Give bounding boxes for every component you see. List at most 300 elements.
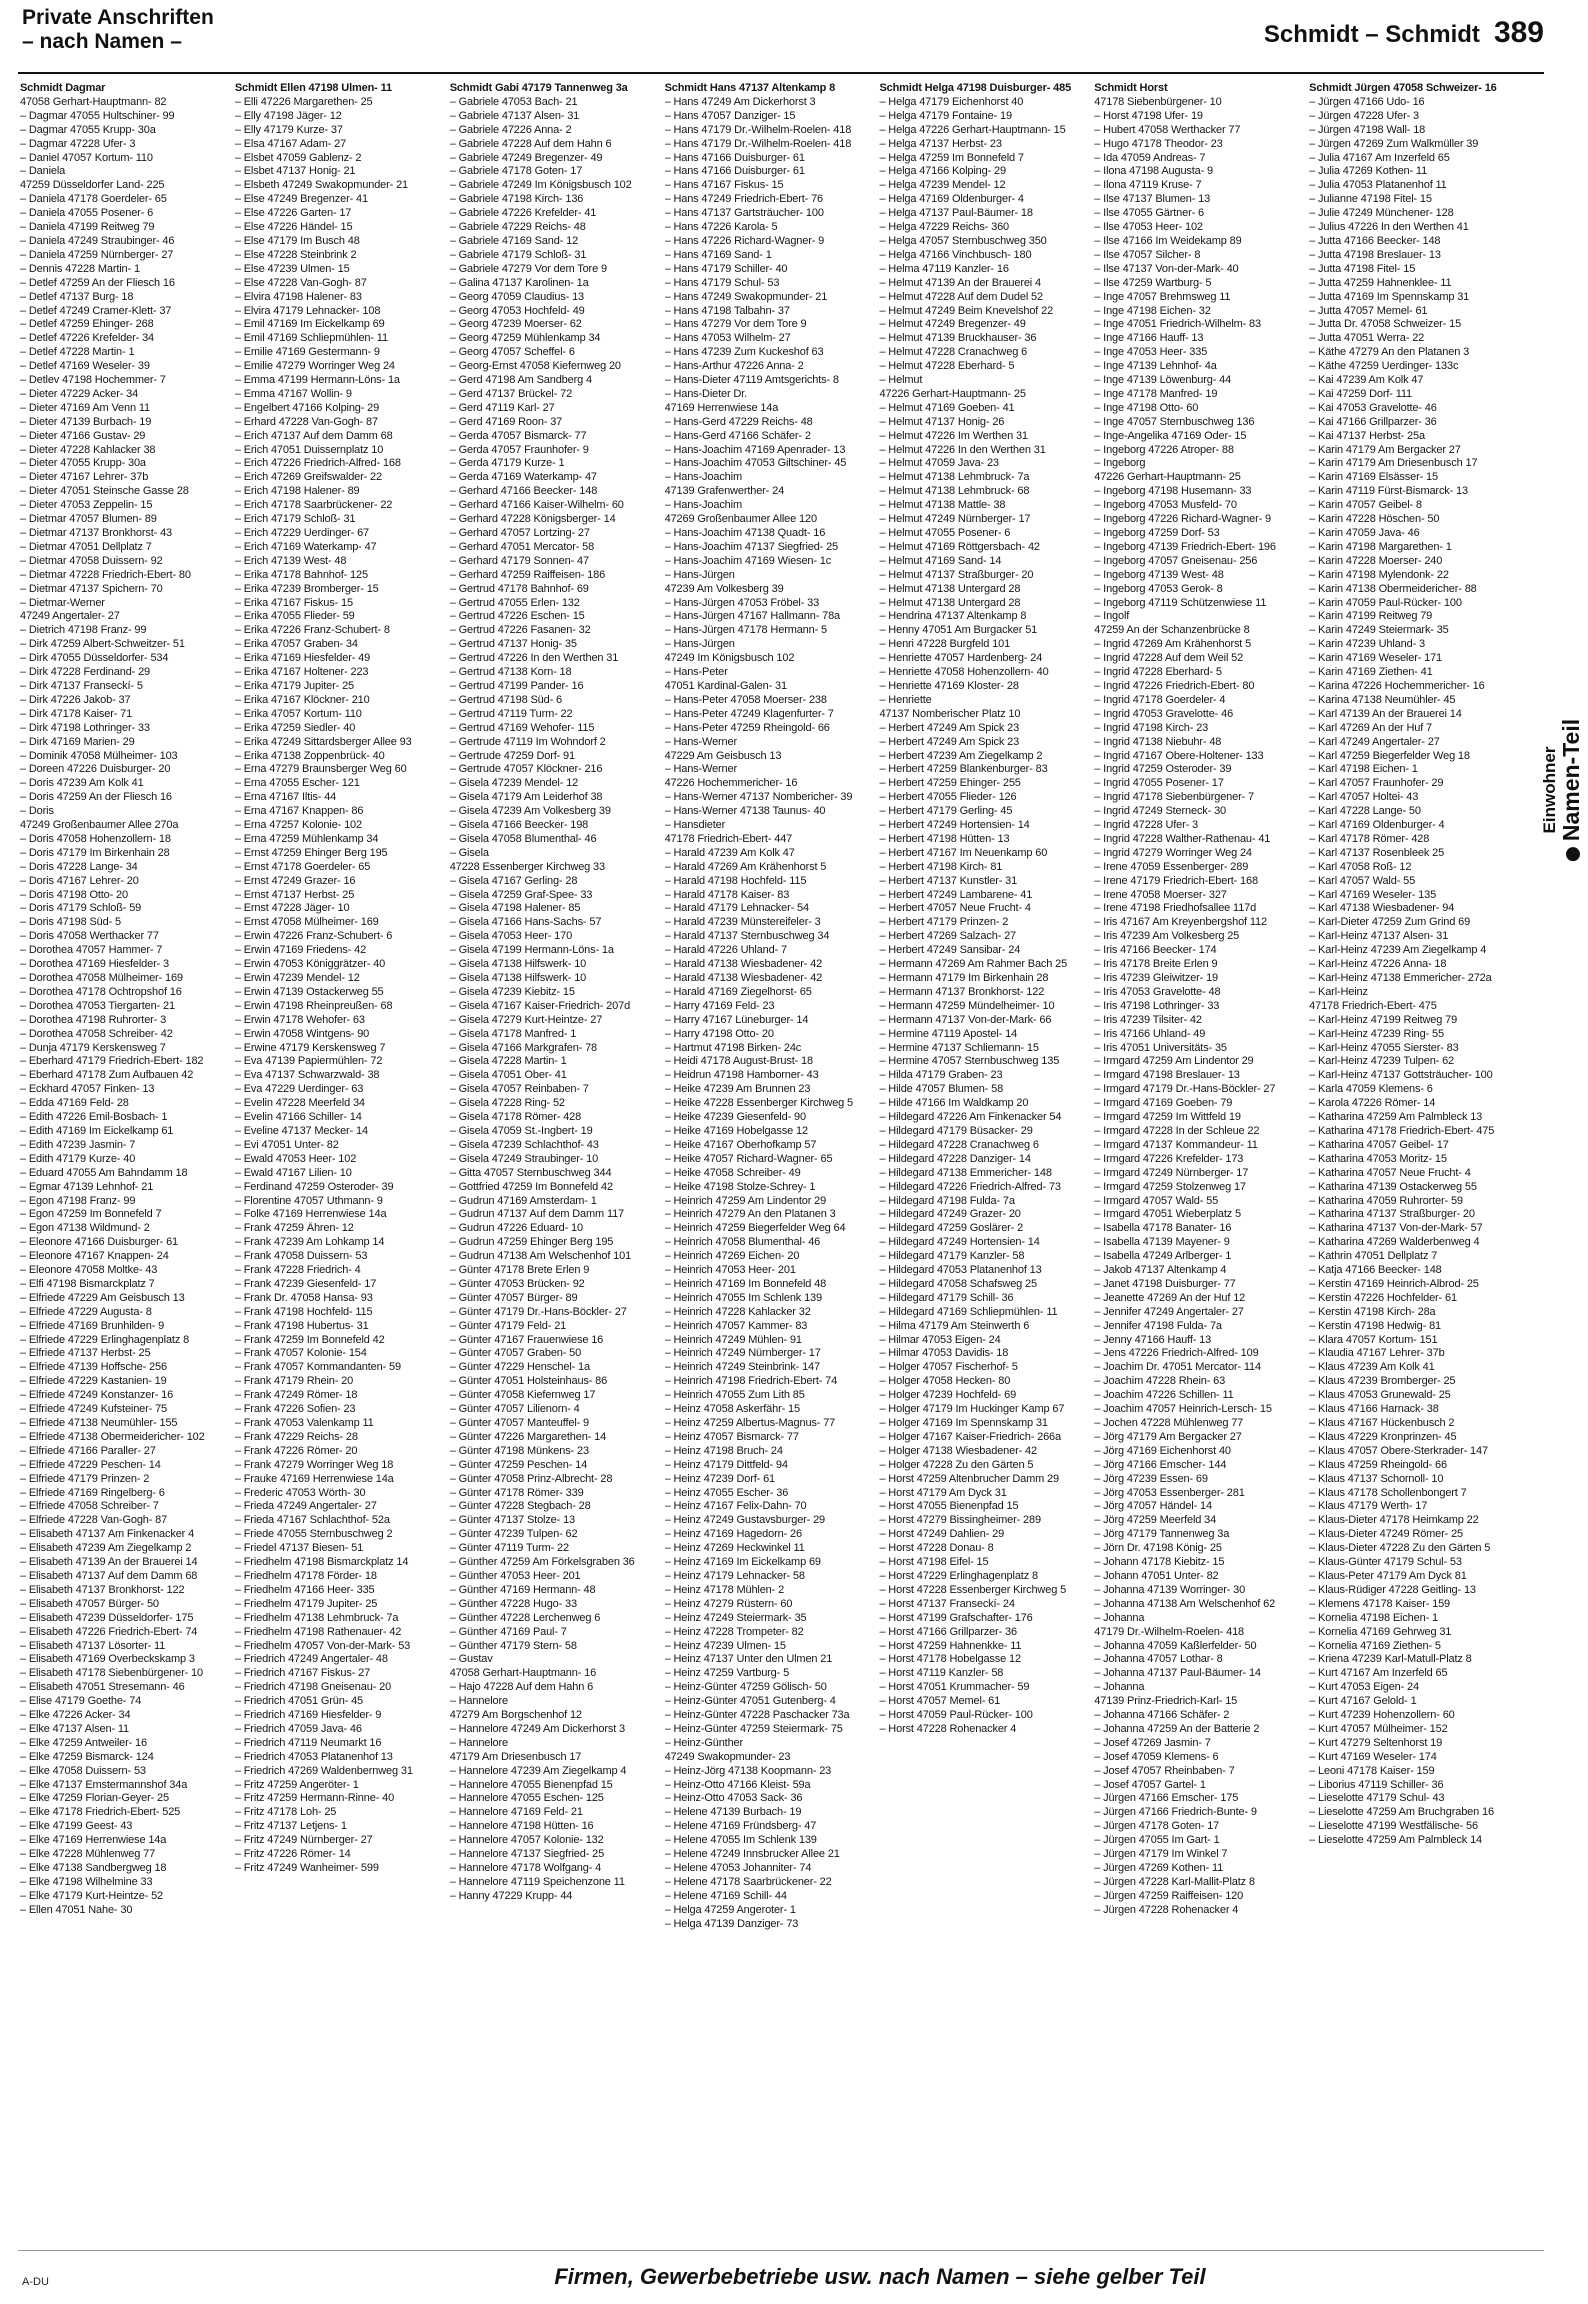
directory-entry: – Jutta 47198 Fitel- 15 [1309, 262, 1416, 275]
directory-entry: – Jörg 47259 Meerfeld 34 [1094, 1514, 1217, 1527]
directory-entry: – Hans 47179 Schiller- 40 [664, 262, 788, 275]
directory-entry: – Gerda 47169 Waterkamp- 47 [449, 471, 597, 484]
directory-entry: – Gabriele 47249 Bregenzer- 49 [449, 151, 603, 164]
directory-entry: – Erika 47226 Franz-Schubert- 8 [234, 624, 390, 637]
directory-entry: – Heinz-Günter 47259 Steiermark- 75 [664, 1722, 843, 1735]
directory-entry: – Emil 47169 Im Eickelkamp 69 [234, 318, 385, 331]
directory-entry: – Gerd 47169 Roon- 37 [449, 415, 563, 428]
directory-entry: – Gisela 47138 Hilfswerk- 10 [449, 972, 587, 984]
directory-entry: – Heinrich 47249 Mühlen- 91 [664, 1333, 802, 1346]
directory-entry: – Karin 47228 Moerser- 240 [1309, 554, 1443, 567]
directory-entry: – Emma 47199 Hermann-Löns- 1a [234, 374, 400, 387]
directory-entry: – Friedrich 47059 Java- 46 [234, 1722, 362, 1735]
directory-entry: – Klaus 47166 Harnack- 38 [1309, 1403, 1439, 1416]
directory-entry: – Emil 47169 Schliepmühlen- 11 [234, 332, 388, 345]
directory-entry: – Heinrich 47055 Zum Lith 85 [664, 1389, 805, 1402]
directory-entry: – Hans-Joachim [664, 499, 742, 512]
directory-entry: – Karl 47259 Biegerfelder Weg 18 [1309, 749, 1470, 762]
directory-entry: – Heinz 47239 Ulmen- 15 [664, 1639, 786, 1652]
directory-entry: – Inge 47198 Otto- 60 [1094, 401, 1199, 414]
directory-entry: – Günther 47228 Lerchenweg 6 [449, 1611, 601, 1624]
directory-entry: – Herbert 47259 Blankenburger- 83 [879, 763, 1048, 776]
directory-entry: – Kurt 47167 Gelold- 1 [1309, 1695, 1417, 1708]
directory-entry: – Klaus-Dieter 47228 Zu den Gärten 5 [1309, 1542, 1491, 1555]
directory-entry: – Dieter 47229 Acker- 34 [20, 387, 139, 400]
directory-entry: – Gisela 47179 Am Leiderhof 38 [449, 791, 603, 804]
directory-entry: – Karl 47178 Römer- 428 [1309, 832, 1430, 845]
directory-entry: – Gerd 47198 Am Sandberg 4 [449, 374, 592, 387]
directory-entry: – Helene 47178 Saarbrückener- 22 [664, 1875, 832, 1888]
directory-entry: – Joachim 47228 Rhein- 63 [1094, 1375, 1226, 1388]
directory-entry: – Karin 47138 Obermeidericher- 88 [1309, 582, 1477, 595]
directory-entry: – Hannelore [449, 1695, 508, 1708]
directory-entry: – Frieda 47167 Schlachthof- 52a [234, 1514, 390, 1527]
directory-entry: – Karl 47057 Wald- 55 [1309, 874, 1416, 887]
section-title [22, 6, 214, 54]
directory-entry: – Horst 47198 Eifel- 15 [879, 1556, 989, 1569]
directory-entry: – Erika 47167 Klöckner- 210 [234, 693, 370, 706]
directory-entry: – Helmut 47137 Honig- 26 [879, 415, 1005, 428]
directory-entry: – Heinz-Otto 47166 Kleist- 59a [664, 1778, 811, 1791]
directory-entry: – Karl-Heinz 47137 Gottsträucher- 100 [1309, 1069, 1493, 1082]
directory-entry: – Erika 47249 Sittardsberger Allee 93 [234, 735, 412, 748]
directory-entry: – Elfriede 47138 Neumühler- 155 [20, 1417, 178, 1429]
directory-entry: – Gertrude 47057 Klöckner- 216 [449, 763, 603, 776]
directory-entry: – Dirk 47198 Lothringer- 33 [20, 721, 150, 734]
directory-entry: – Lieselotte 47199 Westfälische- 56 [1309, 1820, 1478, 1833]
directory-entry: – Hannelore 47178 Wolfgang- 4 [449, 1862, 602, 1874]
directory-entry: – Detlef 47228 Martin- 1 [20, 346, 135, 359]
directory-entry: – Dieter 47228 Kahlacker 38 [20, 443, 156, 456]
directory-entry: – Gertrud 47198 Süd- 6 [449, 693, 562, 706]
directory-entry: – Elvira 47179 Lehnacker- 108 [234, 304, 381, 317]
directory-entry: – Inge 47057 Sternbuschweg 136 [1094, 415, 1255, 428]
directory-entry: – Inge 47139 Lehnhof- 4a [1094, 360, 1217, 373]
directory-entry: – Jürgen 47228 Rohenacker 4 [1094, 1903, 1239, 1916]
directory-entry: – Hildegard 47249 Hortensien- 14 [879, 1236, 1040, 1249]
directory-column-4 [665, 82, 876, 2242]
directory-entry: – Gisela 47239 Schlachthof- 43 [449, 1138, 599, 1151]
directory-entry: – Gabriele 47178 Goten- 17 [449, 165, 583, 178]
directory-entry: 47178 Friedrich-Ebert- 475 [1309, 999, 1437, 1012]
directory-entry: – Elke 47179 Kurt-Heintze- 52 [20, 1889, 164, 1902]
directory-entry: – Gisela 47199 Hermann-Löns- 1a [449, 944, 614, 957]
directory-entry: – Horst 47228 Rohenacker 4 [879, 1722, 1017, 1735]
directory-entry: – Else 47179 Im Busch 48 [234, 234, 360, 247]
directory-entry: – Gertrud 47199 Pander- 16 [449, 679, 584, 692]
directory-entry: 47228 Essenberger Kirchweg 33 [449, 860, 605, 873]
directory-entry: – Günther 47179 Stern- 58 [449, 1639, 577, 1652]
directory-entry: – Hildegard 47226 Friedrich-Alfred- 73 [879, 1180, 1061, 1193]
directory-entry: – Doris 47259 An der Fliesch 16 [20, 791, 172, 804]
directory-entry: – Jens 47226 Friedrich-Alfred- 109 [1094, 1347, 1259, 1360]
directory-entry: – Isabella 47139 Mayener- 9 [1094, 1236, 1230, 1249]
directory-entry: – Gitta 47057 Sternbuschweg 344 [449, 1166, 612, 1179]
directory-entry: – Hildegard 47249 Grazer- 20 [879, 1208, 1021, 1221]
directory-entry: – Frank 47057 Kolonie- 154 [234, 1347, 367, 1360]
directory-entry: – Ingrid 47269 Am Krähenhorst 5 [1094, 638, 1252, 651]
directory-entry: – Herbert 47179 Gerling- 45 [879, 805, 1013, 818]
directory-entry: – Frank 47198 Hubertus- 31 [234, 1319, 369, 1332]
directory-entry: – Hermine 47137 Schliemann- 15 [879, 1041, 1039, 1054]
directory-entry: 47178 Friedrich-Ebert- 447 [664, 832, 793, 845]
directory-entry: – Heinrich 47259 Biegerfelder Weg 64 [664, 1222, 846, 1235]
directory-entry: – Hans-Peter [664, 666, 728, 679]
directory-entry: – Dorothea 47058 Mülheimer- 169 [20, 972, 183, 984]
directory-entry: – Dietmar 47137 Spichern- 70 [20, 582, 163, 595]
directory-entry: – Johanna 47166 Schäfer- 2 [1094, 1709, 1230, 1722]
directory-entry: – Herbert 47269 Salzach- 27 [879, 930, 1017, 943]
directory-entry: – Eva 47137 Schwarzwald- 38 [234, 1069, 380, 1082]
directory-entry: – Hans-Dieter Dr. [664, 387, 747, 400]
directory-entry: – Helmut 47138 Untergard 28 [879, 596, 1021, 609]
directory-entry: – Heinrich 47249 Nürnberger- 17 [664, 1347, 821, 1360]
directory-entry: – Erich 47269 Greifswalder- 22 [234, 471, 382, 484]
directory-entry: 47249 Großenbaumer Allee 270a [20, 819, 179, 832]
section-title-line1: Private Anschriften [22, 6, 214, 29]
directory-entry: – Ewald 47167 Lilien- 10 [234, 1166, 352, 1179]
directory-entry: – Hans-Joachim 47053 Giltschiner- 45 [664, 457, 847, 470]
directory-entry: – Hans-Jürgen [664, 568, 735, 581]
directory-entry: – Julianne 47198 Fitel- 15 [1309, 193, 1432, 206]
directory-entry: – Irmgard 47198 Breslauer- 13 [1094, 1069, 1240, 1082]
directory-entry: – Hilda 47179 Graben- 23 [879, 1069, 1003, 1082]
directory-entry: – Eleonore 47166 Duisburger- 61 [20, 1236, 179, 1249]
directory-entry: – Erika 47239 Bromberger- 15 [234, 582, 379, 595]
directory-entry: – Iris 47051 Universitäts- 35 [1094, 1041, 1227, 1054]
directory-entry: – Helmut 47137 Straßburger- 20 [879, 568, 1034, 581]
directory-entry: – Hans-Jürgen [664, 638, 735, 651]
directory-entry: – Horst 47178 Hobelgasse 12 [879, 1653, 1021, 1666]
directory-entry: – Elke 47199 Geest- 43 [20, 1820, 133, 1833]
directory-entry: 47139 Grafenwerther- 24 [664, 485, 785, 498]
directory-entry: – Detlef 47249 Cramer-Klett- 37 [20, 304, 172, 317]
directory-entry: – Julia 47053 Platanenhof 11 [1309, 179, 1447, 192]
directory-entry: – Egon 47259 Im Bonnefeld 7 [20, 1208, 162, 1221]
directory-entry: – Jutta Dr. 47058 Schweizer- 15 [1309, 318, 1462, 331]
directory-entry: – Gertrud 47055 Erlen- 132 [449, 596, 580, 609]
directory-entry: – Inge 47139 Löwenburg- 44 [1094, 374, 1232, 387]
directory-entry: – Frauke 47169 Herrenwiese 14a [234, 1472, 394, 1485]
directory-entry: – Doris 47058 Hohenzollern- 18 [20, 832, 171, 845]
directory-entry: – Horst 47119 Kanzler- 58 [879, 1667, 1004, 1680]
directory-entry: – Ingrid 47228 Walther-Rathenau- 41 [1094, 832, 1271, 845]
directory-entry: 47226 Hochemmericher- 16 [664, 777, 798, 790]
directory-entry: – Klaus 47137 Schornoll- 10 [1309, 1472, 1444, 1485]
directory-entry: – Ida 47059 Andreas- 7 [1094, 151, 1206, 164]
directory-entry: – Erwin 47198 Rheinpreußen- 68 [234, 999, 393, 1012]
directory-entry: – Karl 47138 Wiesbadener- 94 [1309, 902, 1455, 915]
directory-entry: – Dieter 47055 Krupp- 30a [20, 457, 146, 470]
directory-entry: – Heinz 47169 Hagedorn- 26 [664, 1528, 802, 1541]
directory-entry: – Hans 47249 Am Dickerhorst 3 [664, 95, 816, 108]
footer-divider [18, 2250, 1544, 2251]
directory-entry: – Gabriele 47053 Bach- 21 [449, 95, 578, 108]
directory-entry: – Ingeborg 47226 Richard-Wagner- 9 [1094, 513, 1272, 526]
directory-entry: – Ingrid 47053 Gravelotte- 46 [1094, 707, 1234, 720]
directory-entry: – Liborius 47119 Schiller- 36 [1309, 1778, 1444, 1791]
directory-entry: – Katharina 47053 Moritz- 15 [1309, 1152, 1447, 1165]
directory-entry: – Klaus-Dieter 47178 Heimkamp 22 [1309, 1514, 1479, 1527]
directory-entry: – Hannelore 47057 Kolonie- 132 [449, 1834, 604, 1847]
directory-entry: – Ewald 47053 Heer- 102 [234, 1152, 357, 1165]
directory-entry: – Iris 47166 Uhland- 49 [1094, 1027, 1206, 1040]
directory-entry: – Irene 47058 Moerser- 327 [1094, 888, 1227, 901]
directory-entry: – Detlef 47226 Krefelder- 34 [20, 332, 154, 345]
directory-entry: – Helmut 47169 Sand- 14 [879, 554, 1002, 567]
directory-entry: – Günter 47259 Peschen- 14 [449, 1458, 588, 1471]
directory-entry: – Erwin 47053 Königgrätzer- 40 [234, 958, 386, 971]
directory-entry: – Gertrud 47178 Bahnhof- 69 [449, 582, 589, 595]
directory-entry: – Helmut [879, 374, 923, 387]
directory-entry: – Erika 47167 Holtener- 223 [234, 666, 369, 679]
directory-entry: – Helmut 47138 Lehmbruck- 68 [879, 485, 1030, 498]
directory-entry: – Holger 47138 Wiesbadener- 42 [879, 1444, 1037, 1457]
directory-entry: – Hannelore 47249 Am Dickerhorst 3 [449, 1722, 625, 1735]
directory-entry: – Irene 47198 Friedhofsallee 117d [1094, 902, 1257, 915]
directory-entry: – Friedhelm 47138 Lehmbruck- 7a [234, 1611, 399, 1624]
directory-entry: – Hans-Peter 47249 Klagenfurter- 7 [664, 707, 834, 720]
directory-entry: – Hans-Peter 47259 Rheingold- 66 [664, 721, 830, 734]
directory-entry: – Günter 47228 Stegbach- 28 [449, 1500, 591, 1513]
directory-entry: – Harald 47169 Ziegelhorst- 65 [664, 985, 812, 998]
directory-entry: – Günter 47057 Lilienorn- 4 [449, 1403, 580, 1416]
directory-entry: – Dieter 47139 Burbach- 19 [20, 415, 152, 428]
directory-entry: – Inge 47057 Brehmsweg 11 [1094, 290, 1231, 303]
directory-entry: – Dorothea 47053 Tiergarten- 21 [20, 999, 175, 1012]
directory-entry: – Frank 47226 Sofien- 23 [234, 1403, 356, 1416]
directory-entry: – Friedrich 47198 Gneisenau- 20 [234, 1681, 392, 1694]
directory-entry: – Klaus 47057 Obere-Sterkrader- 147 [1309, 1444, 1488, 1457]
name-range: Schmidt – Schmidt [1263, 21, 1480, 48]
directory-entry: – Jutta 47166 Beecker- 148 [1309, 234, 1441, 247]
directory-entry: – Heinz 47167 Felix-Dahn- 70 [664, 1500, 807, 1513]
directory-entry: – Ingrid 47198 Kirch- 23 [1094, 721, 1209, 734]
directory-entry: – Elisabeth 47057 Bürger- 50 [20, 1597, 159, 1610]
directory-entry: – Daniel 47057 Kortum- 110 [20, 151, 153, 164]
directory-entry: – Gertrud 47119 Turm- 22 [449, 707, 573, 720]
directory-entry: – Heike 47167 Oberhofkamp 57 [664, 1138, 817, 1151]
directory-entry: – Jürgen 47259 Raiffeisen- 120 [1094, 1889, 1244, 1902]
directory-entry: – Heinrich 47057 Kammer- 83 [664, 1319, 808, 1332]
directory-entry: – Helmut 47139 Bruckhauser- 36 [879, 332, 1037, 345]
directory-entry: – Elfi 47198 Bismarckplatz 7 [20, 1277, 155, 1290]
directory-entry: – Dagmar 47055 Krupp- 30a [20, 123, 156, 136]
directory-entry: – Ingrid 47228 Auf dem Weil 52 [1094, 652, 1244, 665]
directory-entry: – Horst 47059 Paul-Rücker- 100 [879, 1709, 1033, 1722]
directory-entry: – Ingeborg 47259 Dorf- 53 [1094, 527, 1220, 539]
directory-entry: – Else 47226 Garten- 17 [234, 207, 352, 220]
directory-entry: – Johanna 47059 Kaßlerfelder- 50 [1094, 1639, 1257, 1652]
directory-entry: – Gisela 47279 Kurt-Heintze- 27 [449, 1013, 603, 1026]
directory-entry: – Heinz 47169 Im Eickelkamp 69 [664, 1556, 821, 1569]
directory-entry: – Johann 47051 Unter- 82 [1094, 1569, 1219, 1582]
directory-entry: – Kurt 47053 Eigen- 24 [1309, 1681, 1419, 1694]
directory-entry: – Julius 47226 In den Werthen 41 [1309, 221, 1469, 234]
directory-entry: – Karin 47057 Geibel- 8 [1309, 499, 1422, 512]
directory-entry: – Karin 47249 Steiermark- 35 [1309, 624, 1449, 637]
directory-entry: – Günther 47169 Paul- 7 [449, 1625, 567, 1638]
directory-entry: – Günther 47053 Heer- 201 [449, 1569, 581, 1582]
directory-entry: – Hermann 47137 Bronkhorst- 122 [879, 985, 1045, 998]
directory-entry: – Heinz 47249 Steiermark- 35 [664, 1611, 807, 1624]
directory-entry: – Elke 47178 Friedrich-Ebert- 525 [20, 1806, 181, 1819]
directory-entry: – Gerhard 47166 Beecker- 148 [449, 485, 598, 498]
directory-entry: – Erika 47179 Jupiter- 25 [234, 679, 355, 692]
directory-entry: – Hildegard 47179 Kanzler- 58 [879, 1250, 1025, 1263]
directory-entry: – Ingeborg 47119 Schützenwiese 11 [1094, 596, 1267, 609]
directory-entry: – Ernst 47228 Jäger- 10 [234, 902, 350, 915]
directory-entry: – Günther 47259 Am Förkelsgraben 36 [449, 1556, 635, 1569]
directory-entry: – Joachim 47057 Heinrich-Lersch- 15 [1094, 1403, 1272, 1416]
directory-entry: – Dirk 47226 Jakob- 37 [20, 693, 131, 706]
directory-entry: – Frank 47259 Ähren- 12 [234, 1222, 354, 1235]
directory-entry: – Heinrich 47249 Steinbrink- 147 [664, 1361, 820, 1374]
directory-entry: – Dietmar 47228 Friedrich-Ebert- 80 [20, 568, 191, 581]
directory-entry: – Ingeborg 47198 Husemann- 33 [1094, 485, 1252, 498]
directory-entry: – Günter 47057 Graben- 50 [449, 1347, 582, 1360]
directory-entry: – Gabriele 47198 Kirch- 136 [449, 193, 584, 206]
directory-entry: – Heinz 47198 Bruch- 24 [664, 1444, 783, 1457]
directory-entry: – Erich 47178 Saarbrückener- 22 [234, 499, 393, 512]
directory-entry: – Elisabeth 47169 Overbeckskamp 3 [20, 1653, 195, 1666]
directory-entry: – Jörg 47179 Tannenweg 3a [1094, 1528, 1230, 1541]
directory-entry: – Ingeborg 47139 Friedrich-Ebert- 196 [1094, 540, 1276, 553]
directory-entry: – Frank 47198 Hochfeld- 115 [234, 1305, 373, 1318]
directory-entry: – Helmut 47169 Röttgersbach- 42 [879, 540, 1040, 553]
directory-entry: – Emma 47167 Wollin- 9 [234, 387, 352, 400]
directory-entry: – Helga 47169 Oldenburger- 4 [879, 193, 1024, 206]
directory-entry: – Hildegard 47138 Emmericher- 148 [879, 1166, 1052, 1179]
directory-entry: – Evelin 47166 Schiller- 14 [234, 1111, 362, 1124]
directory-entry: – Lieselotte 47259 Am Bruchgraben 16 [1309, 1806, 1494, 1819]
directory-entry: Schmidt Gabi 47179 Tannenweg 3a [449, 82, 628, 94]
directory-entry: – Daniela [20, 165, 66, 178]
directory-entry: – Jörg 47179 Am Bergacker 27 [1094, 1430, 1242, 1443]
directory-entry: – Hans 47169 Sand- 1 [664, 248, 772, 261]
directory-entry: – Günter 47178 Brete Erlen 9 [449, 1264, 590, 1277]
directory-entry: – Julie 47249 Münchener- 128 [1309, 207, 1454, 220]
directory-entry: – Karl 47137 Rosenbleek 25 [1309, 846, 1445, 859]
directory-entry: – Hans-Werner [664, 735, 738, 748]
directory-entry: – Hans-Jürgen 47178 Hermann- 5 [664, 624, 828, 637]
directory-entry: – Elfriede 47249 Kufsteiner- 75 [20, 1403, 168, 1416]
directory-entry: – Herbert 47198 Kirch- 81 [879, 860, 1003, 873]
directory-entry: – Frank 47229 Reichs- 28 [234, 1430, 358, 1443]
directory-entry: – Erika 47178 Bahnhof- 125 [234, 568, 368, 581]
directory-entry: – Günter 47239 Tulpen- 62 [449, 1528, 578, 1541]
directory-entry: – Gerhard 47228 Königsberger- 14 [449, 513, 616, 526]
directory-entry: – Klara 47057 Kortum- 151 [1309, 1333, 1438, 1346]
directory-entry: – Johanna [1094, 1681, 1145, 1694]
directory-entry: – Helga 47229 Reichs- 360 [879, 221, 1009, 234]
directory-entry: – Elfriede 47229 Kastanien- 19 [20, 1375, 167, 1388]
directory-entry: – Heinz 47239 Dorf- 61 [664, 1472, 776, 1485]
directory-entry: – Elfriede 47229 Erlinghagenplatz 8 [20, 1333, 190, 1346]
directory-entry: 47226 Gerhart-Hauptmann- 25 [879, 387, 1026, 400]
directory-entry: – Hildegard 47228 Cranachweg 6 [879, 1138, 1039, 1151]
directory-entry: – Horst 47198 Ufer- 19 [1094, 109, 1203, 122]
directory-entry: – Jürgen 47055 Im Gart- 1 [1094, 1834, 1220, 1847]
directory-entry: – Gisela 47198 Halener- 85 [449, 902, 581, 915]
directory-entry: – Jutta 47057 Memel- 61 [1309, 304, 1428, 317]
directory-entry: – Eva 47139 Papiermühlen- 72 [234, 1055, 383, 1068]
directory-entry: – Erwin 47226 Franz-Schubert- 6 [234, 930, 393, 943]
directory-entry: – Klaus 47239 Bromberger- 25 [1309, 1375, 1456, 1388]
directory-entry: – Gerd 47119 Karl- 27 [449, 401, 555, 414]
directory-entry: – Helmut 47055 Posener- 6 [879, 527, 1011, 539]
directory-entry: – Kurt 47057 Mülheimer- 152 [1309, 1722, 1448, 1735]
directory-entry: – Gerhard 47057 Lortzing- 27 [449, 527, 590, 539]
directory-entry: – Friedhelm 47179 Jupiter- 25 [234, 1597, 378, 1610]
directory-entry: – Karl-Heinz 47055 Sierster- 83 [1309, 1041, 1459, 1054]
directory-entry: – Heinrich 47279 An den Platanen 3 [664, 1208, 836, 1221]
directory-entry: – Emilie 47279 Worringer Weg 24 [234, 360, 395, 373]
directory-entry: – Hans 47166 Duisburger- 61 [664, 165, 805, 178]
directory-entry: – Heinz-Jörg 47138 Koopmann- 23 [664, 1764, 832, 1777]
directory-entry: – Doris 47167 Lehrer- 20 [20, 874, 139, 887]
header-divider [18, 72, 1544, 74]
directory-entry: – Erhard 47228 Van-Gogh- 87 [234, 415, 378, 428]
directory-entry: – Isabella 47178 Banater- 16 [1094, 1222, 1232, 1235]
directory-entry: – Günther 47228 Hugo- 33 [449, 1597, 577, 1610]
directory-entry: – Kriena 47239 Karl-Matull-Platz 8 [1309, 1653, 1472, 1666]
directory-entry: – Kerstin 47198 Kirch- 28a [1309, 1305, 1436, 1318]
directory-entry: – Erika 47138 Zoppenbrück- 40 [234, 749, 385, 762]
directory-entry: – Johann 47178 Kiebitz- 15 [1094, 1556, 1225, 1569]
directory-entry: – Dorothea 47057 Hammer- 7 [20, 944, 163, 957]
directory-entry: – Gisela 47167 Kaiser-Friedrich- 207d [449, 999, 631, 1012]
directory-entry: – Hans-Jürgen 47053 Fröbel- 33 [664, 596, 820, 609]
directory-entry: – Klaus-Dieter 47249 Römer- 25 [1309, 1528, 1464, 1541]
section-tab-label: Namen-Teil [1558, 718, 1584, 842]
directory-entry: – Eleonore 47167 Knappen- 24 [20, 1250, 169, 1263]
directory-entry: – Else 47239 Ulmen- 15 [234, 262, 350, 275]
directory-entry: – Kornelia 47169 Ziethen- 5 [1309, 1639, 1441, 1652]
directory-entry: – Hildegard 47169 Schliepmühlen- 11 [879, 1305, 1058, 1318]
directory-entry: – Ilse 47055 Gärtner- 6 [1094, 207, 1204, 220]
directory-entry: – Helga 47166 Vinchbusch- 180 [879, 248, 1032, 261]
directory-entry: – Karin 47198 Mylendonk- 22 [1309, 568, 1449, 581]
directory-entry: – Karin 47179 Am Bergacker 27 [1309, 443, 1461, 456]
directory-entry: – Georg 47239 Moerser- 62 [449, 318, 582, 331]
directory-entry: – Florentine 47057 Uthmann- 9 [234, 1194, 383, 1207]
directory-entry: – Herbert 47137 Kunstler- 31 [879, 874, 1018, 887]
directory-entry: – Harry 47198 Otto- 20 [664, 1027, 774, 1040]
directory-entry: – Helmut 47228 Eberhard- 5 [879, 360, 1015, 373]
directory-entry: – Erika 47259 Siedler- 40 [234, 721, 356, 734]
directory-entry: – Helene 47249 Innsbrucker Allee 21 [664, 1848, 840, 1861]
directory-entry: 47179 Am Driesenbusch 17 [449, 1750, 582, 1763]
directory-entry: – Elsa 47167 Adam- 27 [234, 137, 347, 150]
directory-entry: – Friedel 47137 Biesen- 51 [234, 1542, 364, 1555]
directory-entry: – Elfriede 47249 Konstanzer- 16 [20, 1389, 174, 1402]
directory-entry: 47229 Am Geisbusch 13 [664, 749, 782, 762]
directory-entry: – Edith 47239 Jasmin- 7 [20, 1138, 136, 1151]
directory-entry: – Herbert 47198 Hütten- 13 [879, 832, 1010, 845]
directory-entry: Schmidt Jürgen 47058 Schweizer- 16 [1309, 82, 1497, 94]
directory-entry: – Erwin 47139 Ostackerweg 55 [234, 985, 384, 998]
directory-entry: – Gisela 47058 Blumenthal- 46 [449, 832, 597, 845]
directory-entry: – Frank 47058 Duissern- 53 [234, 1250, 368, 1263]
directory-entry: – Dorothea 47169 Hiesfelder- 3 [20, 958, 169, 971]
directory-entry: – Käthe 47259 Uerdinger- 133c [1309, 360, 1459, 373]
directory-entry: – Elisabeth 47051 Stresemann- 46 [20, 1681, 185, 1694]
directory-entry: – Hannelore 47239 Am Ziegelkamp 4 [449, 1764, 627, 1777]
directory-entry: – Harald 47198 Hochfeld- 115 [664, 874, 807, 887]
directory-entry: 47226 Gerhart-Hauptmann- 25 [1094, 471, 1241, 484]
directory-entry: – Jürgen 47166 Udo- 16 [1309, 95, 1425, 108]
